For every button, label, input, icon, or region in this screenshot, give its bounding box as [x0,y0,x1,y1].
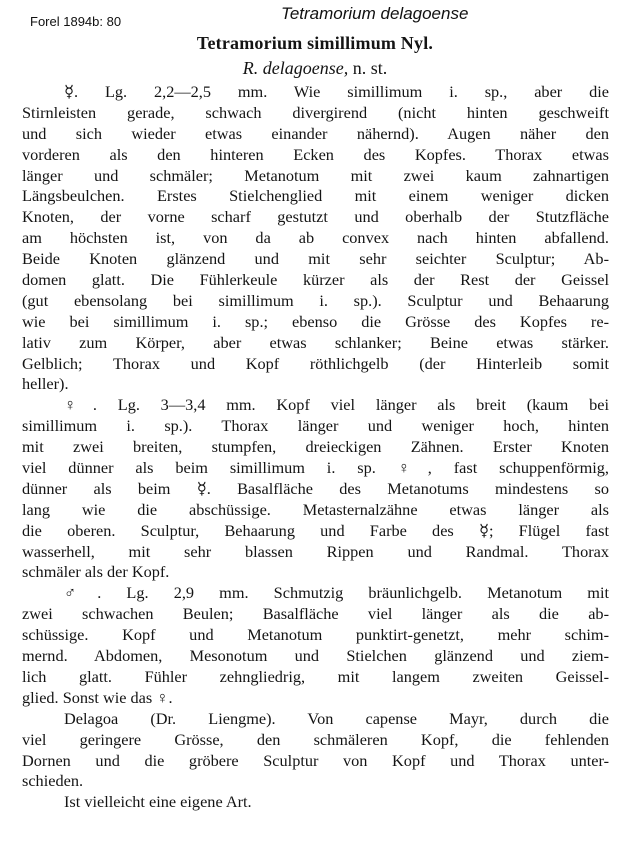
text-line: (gut ebensolang bei simillimum i. sp.). Sculptur und Behaarung [22,290,609,310]
text-line: wie bei simillimum i. sp.; ebenso die Grösse des Kopfes re- [22,311,609,331]
text-line: mernd. Abdomen, Mesonotum und Stielchen glänzend und ziem- [22,646,609,666]
text-line: simillimum i. sp.). Thorax länger und weniger hoch, hinten [22,416,609,436]
text-line: ♀. Lg. 3—3,4 mm. Kopf viel länger als breit (kaum bei [64,395,609,415]
text-line: Stirnleisten gerade, schwach divergirend (nicht hinten geschweift [22,102,609,122]
text-line: länger und schmäler; Metanotum mit zwei kaum zahnartigen [22,165,609,185]
text-line: mit zwei breiten, stumpfen, dreieckigen Zähnen. Erster Knoten [22,437,609,457]
text-line: schieden. [22,771,84,791]
text-line: Ist vielleicht eine eigene Art. [64,792,252,812]
citation-label: Forel 1894b: 80 [30,14,122,29]
species-title: Tetramorium simillimum Nyl. [196,33,434,53]
text-line: Dornen und die gröbere Sculptur von Kopf und Thorax unter- [22,750,609,770]
taxon-label: Tetramorium delagoense [281,4,469,23]
text-line: vorderen als den hinteren Ecken des Kopfes. Thorax etwas [22,144,609,164]
text-line: domen glatt. Die Fühlerkeule kürzer als der Rest der Geissel [22,270,609,290]
subspecies-rank: n. st. [352,58,388,78]
description-text [22,82,609,813]
text-line: ☿. Lg. 2,2—2,5 mm. Wie simillimum i. sp., aber die [64,82,609,101]
text-line: viel dünner als beim simillimum i. sp. ♀, fast schuppenförmig, [22,458,609,478]
text-line: Knoten, der vorne scharf gestutzt und oberhalb der Stutzfläche [22,207,609,227]
text-line: viel geringere Grösse, den schmäleren Kopf, die fehlenden [22,729,609,749]
text-line: am höchsten ist, von da ab convex nach hinten abfallend. [22,228,609,248]
text-line: schüssige. Kopf und Metanotum punktirt-genetzt, mehr schim- [22,625,609,645]
text-line: lich glatt. Fühler zehngliedrig, mit langem zweiten Geissel- [22,666,609,686]
text-line: lativ zum Körper, aber etwas schlanker; Beine etwas stärker. [22,332,609,352]
text-line: dünner als beim ☿. Basalfläche des Metanotums mindestens so [22,478,609,498]
text-line: zwei schwachen Beulen; Basalfläche viel länger als die ab- [22,604,609,624]
text-line: Delagoa (Dr. Liengme). Von capense Mayr, durch die [64,708,609,728]
subspecies-heading [0,58,630,79]
text-line: Beide Knoten glänzend und mit sehr seichter Sculptur; Ab- [22,249,609,269]
text-line: Längsbeulchen. Erstes Stielchenglied mit einem weniger dicken [22,186,609,206]
text-line: heller). [22,374,69,394]
text-line: Gelblich; Thorax und Kopf röthlichgelb (der Hinterleib somit [22,353,609,373]
text-line: glied. Sonst wie das ♀. [22,687,173,707]
subspecies-name: R. delagoense, [242,58,349,78]
text-line: die oberen. Sculptur, Behaarung und Farbe des ☿; Flügel fast [22,520,609,540]
text-line: und sich wieder etwas einander nähernd). Augen näher den [22,123,609,143]
text-line: ♂. Lg. 2,9 mm. Schmutzig bräunlichgelb. Metanotum mit [64,583,609,603]
text-line: lang wie die abschüssige. Metasternalzähne etwas länger als [22,499,609,519]
text-line: wasserhell, mit sehr blassen Rippen und Randmal. Thorax [22,541,609,561]
text-line: schmäler als der Kopf. [22,562,170,582]
